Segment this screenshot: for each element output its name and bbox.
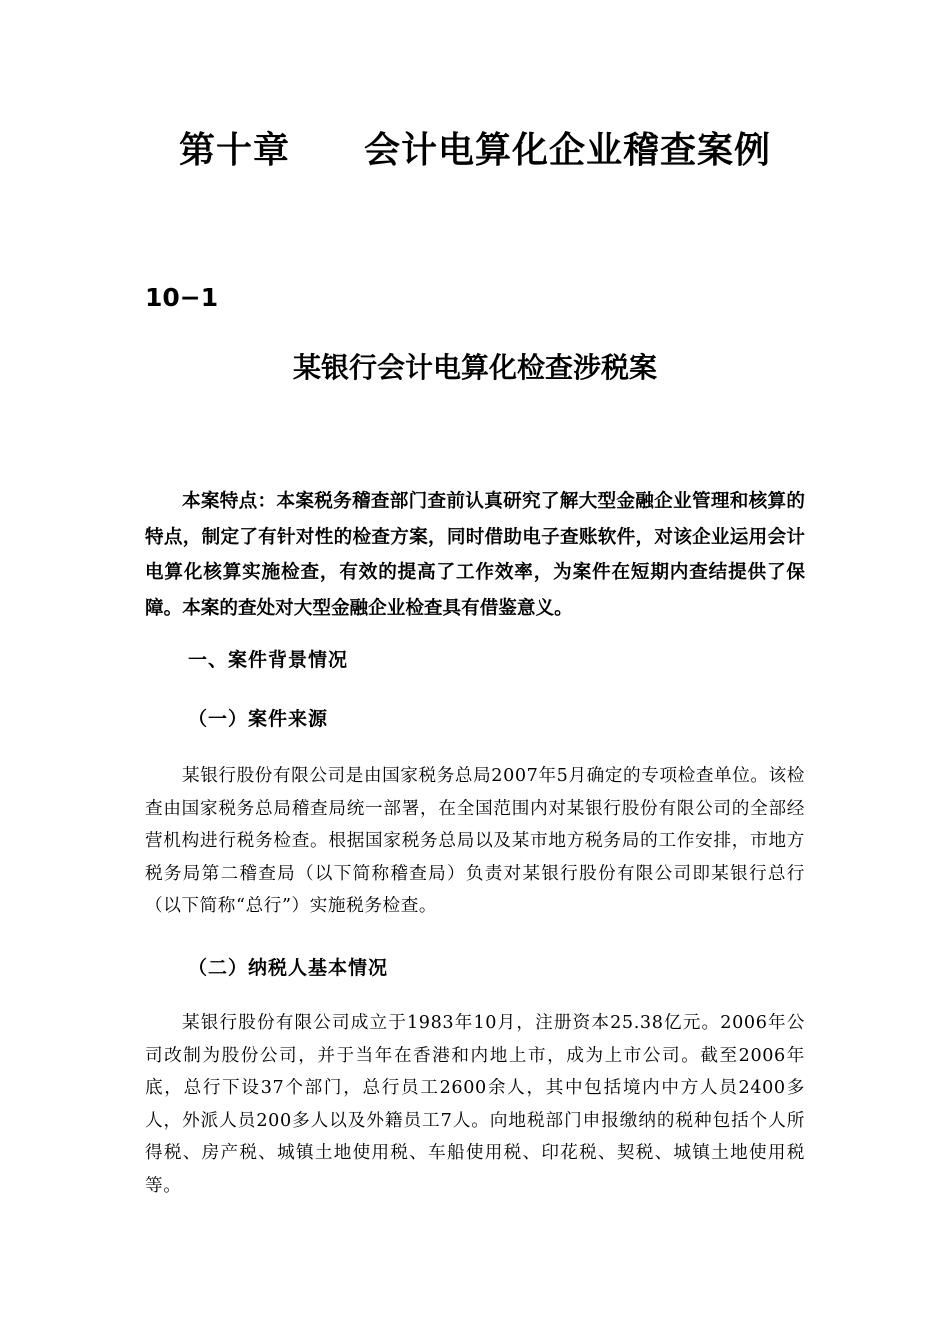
source-paragraph: 某银行股份有限公司是由国家税务总局2007年5月确定的专项检查单位。该检查由国家税务总局稽查局统一部署，在全国范围内对某银行股份有限公司的全部经营机构进行税务检查。根据国家税务总局以及某市地方税务局的工作安排，市地方税务局第二稽查局（以下简称稽查局）负责对某银行股份有限公司即某银行总行（以下简称“总行”）实施税务检查。 [145,766,805,916]
chapter-name: 会计电算化企业稽查案例 [364,130,772,171]
subsection-heading-source: （一）案件来源 [188,708,329,730]
subsection-heading-taxpayer: （二）纳税人基本情况 [188,957,389,979]
case-title: 某银行会计电算化检查涉税案 [292,351,657,384]
case-feature-paragraph: 本案特点：本案税务稽查部门查前认真研究了解大型金融企业管理和核算的特点，制定了有针对性的检查方案，同时借助电子查账软件，对该企业运用会计电算化核算实施检查，有效的提高了工作效率，为案件在短期内查结提供了保障。本案的查处对大型金融企业检查具有借鉴意义。 [145,491,805,619]
chapter-number: 第十章 [178,130,290,171]
chapter-title [0,122,950,173]
taxpayer-paragraph: 某银行股份有限公司成立于1983年10月，注册资本25.38亿元。2006年公司改制为股份公司，并于当年在香港和内地上市，成为上市公司。截至2006年底，总行下设37个部门，总行员工2600余人，其中包括境内中方人员2400多人，外派人员200多人以及外籍员工7人。向地税部门申报缴纳的税种包括个人所得税、房产税、城镇土地使用税、车船使用税、印花税、契税、城镇土地使用税等。 [145,1013,805,1196]
section-heading-background: 一、案件背景情况 [188,649,349,671]
case-number: 10−1 [145,283,219,312]
